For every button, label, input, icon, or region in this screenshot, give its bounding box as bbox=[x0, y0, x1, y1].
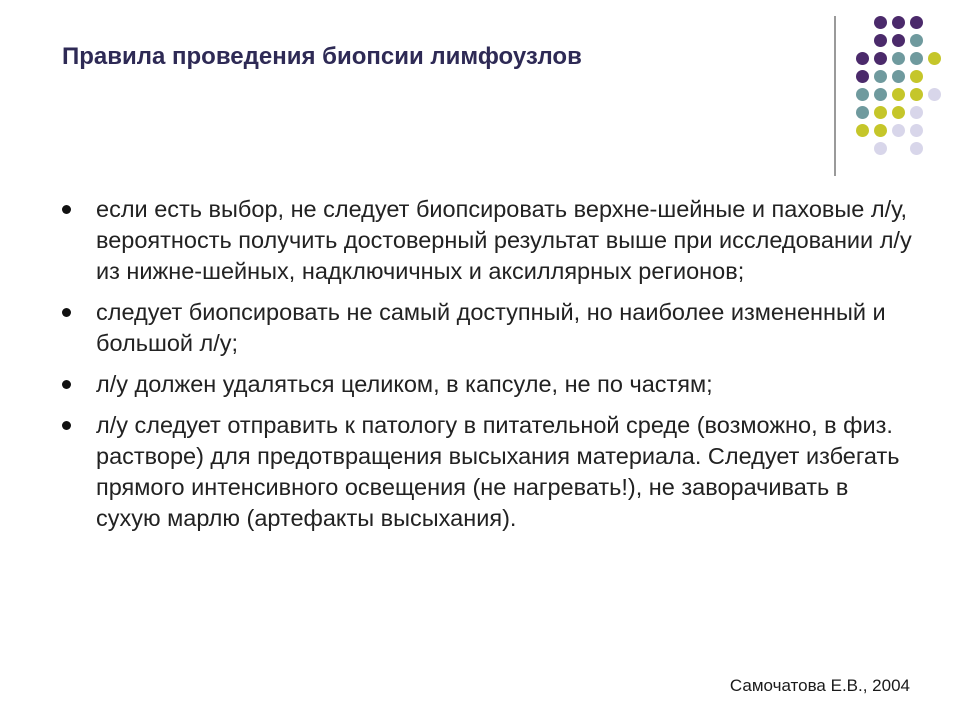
decorative-dot bbox=[892, 70, 905, 83]
decorative-dot bbox=[874, 70, 887, 83]
decorative-dot bbox=[874, 34, 887, 47]
decorative-dot bbox=[928, 52, 941, 65]
decorative-dot bbox=[892, 106, 905, 119]
list-item bbox=[58, 410, 918, 534]
list-item bbox=[58, 194, 918, 287]
decorative-dot bbox=[874, 16, 887, 29]
decorative-dot bbox=[856, 124, 869, 137]
decorative-dot bbox=[910, 34, 923, 47]
bullet-icon bbox=[62, 421, 71, 430]
decorative-dot bbox=[874, 124, 887, 137]
decorative-dot bbox=[892, 34, 905, 47]
decorative-dot bbox=[856, 52, 869, 65]
bullet-icon bbox=[62, 380, 71, 389]
slide-title: Правила проведения биопсии лимфоузлов bbox=[62, 43, 582, 70]
decorative-dot bbox=[874, 142, 887, 155]
decorative-dot bbox=[928, 88, 941, 101]
decorative-dot bbox=[892, 88, 905, 101]
decorative-dot bbox=[910, 124, 923, 137]
decorative-dot bbox=[910, 70, 923, 83]
decorative-dot bbox=[910, 106, 923, 119]
list-item bbox=[58, 369, 918, 400]
decorative-dot bbox=[892, 16, 905, 29]
bullet-text: следует биопсировать не самый доступный, но наиболее измененный и большой л/у; bbox=[96, 299, 886, 356]
bullet-icon bbox=[62, 205, 71, 214]
decorative-dot bbox=[892, 52, 905, 65]
bullet-text: если есть выбор, не следует биопсировать верхне-шейные и паховые л/у, вероятность получить достоверный результат выше при исследовании л/у из нижне-шейных, надключичных и аксиллярных регионов; bbox=[96, 196, 912, 284]
decorative-dot bbox=[892, 124, 905, 137]
bullet-text: л/у должен удаляться целиком, в капсуле, не по частям; bbox=[96, 371, 713, 397]
decorative-dot bbox=[856, 70, 869, 83]
bullet-list bbox=[58, 194, 918, 544]
decorative-dot-grid bbox=[0, 0, 960, 180]
decorative-dot bbox=[910, 88, 923, 101]
decorative-dot bbox=[910, 142, 923, 155]
bullet-icon bbox=[62, 308, 71, 317]
list-item bbox=[58, 297, 918, 359]
footer-credit: Самочатова Е.В., 2004 bbox=[729, 676, 910, 695]
decorative-dot bbox=[874, 52, 887, 65]
decorative-dot bbox=[856, 106, 869, 119]
bullet-text: л/у следует отправить к патологу в питательной среде (возможно, в физ. растворе) для предотвращения высыхания материала. Следует избегать прямого интенсивного освещения (не нагревать!), не заворачивать в сухую марлю (артефакты высыхания). bbox=[96, 412, 900, 531]
decorative-dot bbox=[874, 106, 887, 119]
decorative-dot bbox=[874, 88, 887, 101]
decorative-dot bbox=[856, 88, 869, 101]
decorative-dot bbox=[910, 16, 923, 29]
decorative-dot bbox=[910, 52, 923, 65]
